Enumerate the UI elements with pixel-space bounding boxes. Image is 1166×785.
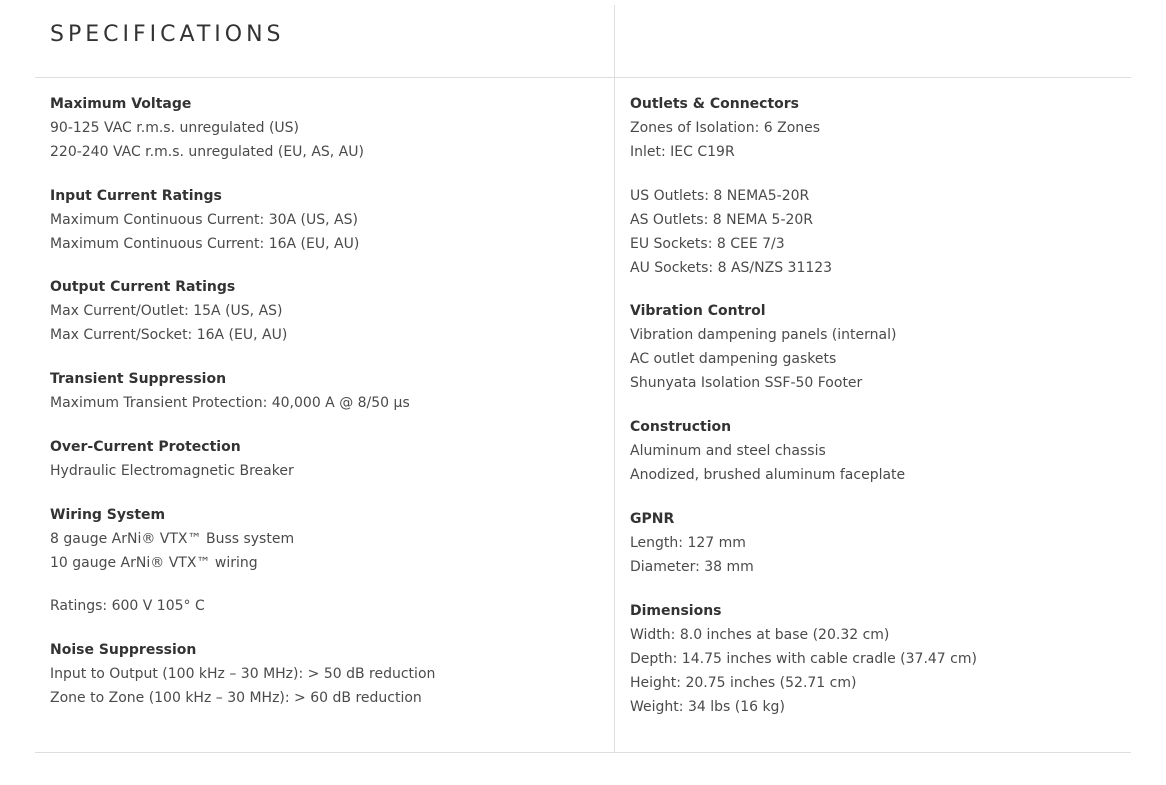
spec-line: Diameter: 38 mm — [630, 559, 754, 575]
spec-line: Max Current/Outlet: 15A (US, AS) — [50, 303, 283, 319]
spec-line: Input to Output (100 kHz – 30 MHz): > 50 dB reduction — [50, 666, 436, 682]
spec-line: AS Outlets: 8 NEMA 5-20R — [630, 212, 814, 228]
spec-line: 8 gauge ArNi® VTX™ Buss system — [50, 531, 295, 547]
spec-line: Anodized, brushed aluminum faceplate — [630, 467, 906, 483]
spec-line: Maximum Continuous Current: 16A (EU, AU) — [50, 236, 360, 252]
specifications-panel — [35, 0, 1131, 785]
footer-divider — [35, 752, 1131, 753]
spec-heading: GPNR — [630, 511, 675, 527]
spec-line: Max Current/Socket: 16A (EU, AU) — [50, 327, 288, 343]
spec-line: Maximum Continuous Current: 30A (US, AS) — [50, 212, 358, 228]
spec-line: 90-125 VAC r.m.s. unregulated (US) — [50, 120, 300, 136]
spec-line: Depth: 14.75 inches with cable cradle (37.47 cm) — [630, 651, 977, 667]
spec-section-maximum-voltage — [50, 92, 570, 164]
spec-column-left — [50, 92, 570, 710]
spec-heading: Vibration Control — [630, 303, 766, 319]
spec-section-over-current-protection — [50, 435, 570, 483]
spec-line: Width: 8.0 inches at base (20.32 cm) — [630, 627, 890, 643]
spec-heading: Input Current Ratings — [50, 188, 222, 204]
spec-section-transient-suppression — [50, 367, 570, 415]
spec-heading: Over-Current Protection — [50, 439, 241, 455]
spec-line: Ratings: 600 V 105° C — [50, 598, 205, 614]
spec-line: AC outlet dampening gaskets — [630, 351, 837, 367]
spec-heading: Dimensions — [630, 603, 722, 619]
spec-section-gpnr — [630, 507, 1150, 579]
spec-heading: Output Current Ratings — [50, 279, 236, 295]
header-divider — [35, 77, 1131, 78]
spec-heading: Maximum Voltage — [50, 96, 192, 112]
spec-line: Zone to Zone (100 kHz – 30 MHz): > 60 dB reduction — [50, 690, 422, 706]
spec-section-wiring-ratings — [50, 594, 570, 618]
spec-line: Maximum Transient Protection: 40,000 A @ 8/50 µs — [50, 395, 410, 411]
spec-line: AU Sockets: 8 AS/NZS 31123 — [630, 260, 833, 276]
spec-heading: Construction — [630, 419, 732, 435]
spec-line: Vibration dampening panels (internal) — [630, 327, 897, 343]
spec-line: Inlet: IEC C19R — [630, 144, 735, 160]
spec-line: Weight: 34 lbs (16 kg) — [630, 699, 785, 715]
spec-line: Shunyata Isolation SSF-50 Footer — [630, 375, 863, 391]
spec-line: EU Sockets: 8 CEE 7/3 — [630, 236, 785, 252]
spec-heading: Wiring System — [50, 507, 166, 523]
spec-line: 220-240 VAC r.m.s. unregulated (EU, AS, AU) — [50, 144, 364, 160]
spec-section-wiring-system — [50, 503, 570, 575]
spec-section-vibration-control — [630, 299, 1150, 395]
spec-line: Aluminum and steel chassis — [630, 443, 826, 459]
spec-section-output-current-ratings — [50, 275, 570, 347]
spec-line: Hydraulic Electromagnetic Breaker — [50, 463, 294, 479]
spec-section-input-current-ratings — [50, 184, 570, 256]
spec-line: US Outlets: 8 NEMA5-20R — [630, 188, 810, 204]
spec-heading: Transient Suppression — [50, 371, 227, 387]
spec-section-outlets-connectors — [630, 92, 1150, 164]
spec-section-outlet-types — [630, 184, 1150, 280]
page-title: SPECIFICATIONS — [50, 22, 285, 47]
spec-line: Height: 20.75 inches (52.71 cm) — [630, 675, 857, 691]
spec-section-noise-suppression — [50, 638, 570, 710]
spec-section-construction — [630, 415, 1150, 487]
spec-line: Length: 127 mm — [630, 535, 746, 551]
spec-heading: Noise Suppression — [50, 642, 197, 658]
column-divider — [614, 5, 615, 753]
spec-line: Zones of Isolation: 6 Zones — [630, 120, 821, 136]
spec-heading: Outlets & Connectors — [630, 96, 800, 112]
spec-section-dimensions — [630, 599, 1150, 719]
spec-line: 10 gauge ArNi® VTX™ wiring — [50, 555, 258, 571]
spec-column-right — [630, 92, 1150, 719]
